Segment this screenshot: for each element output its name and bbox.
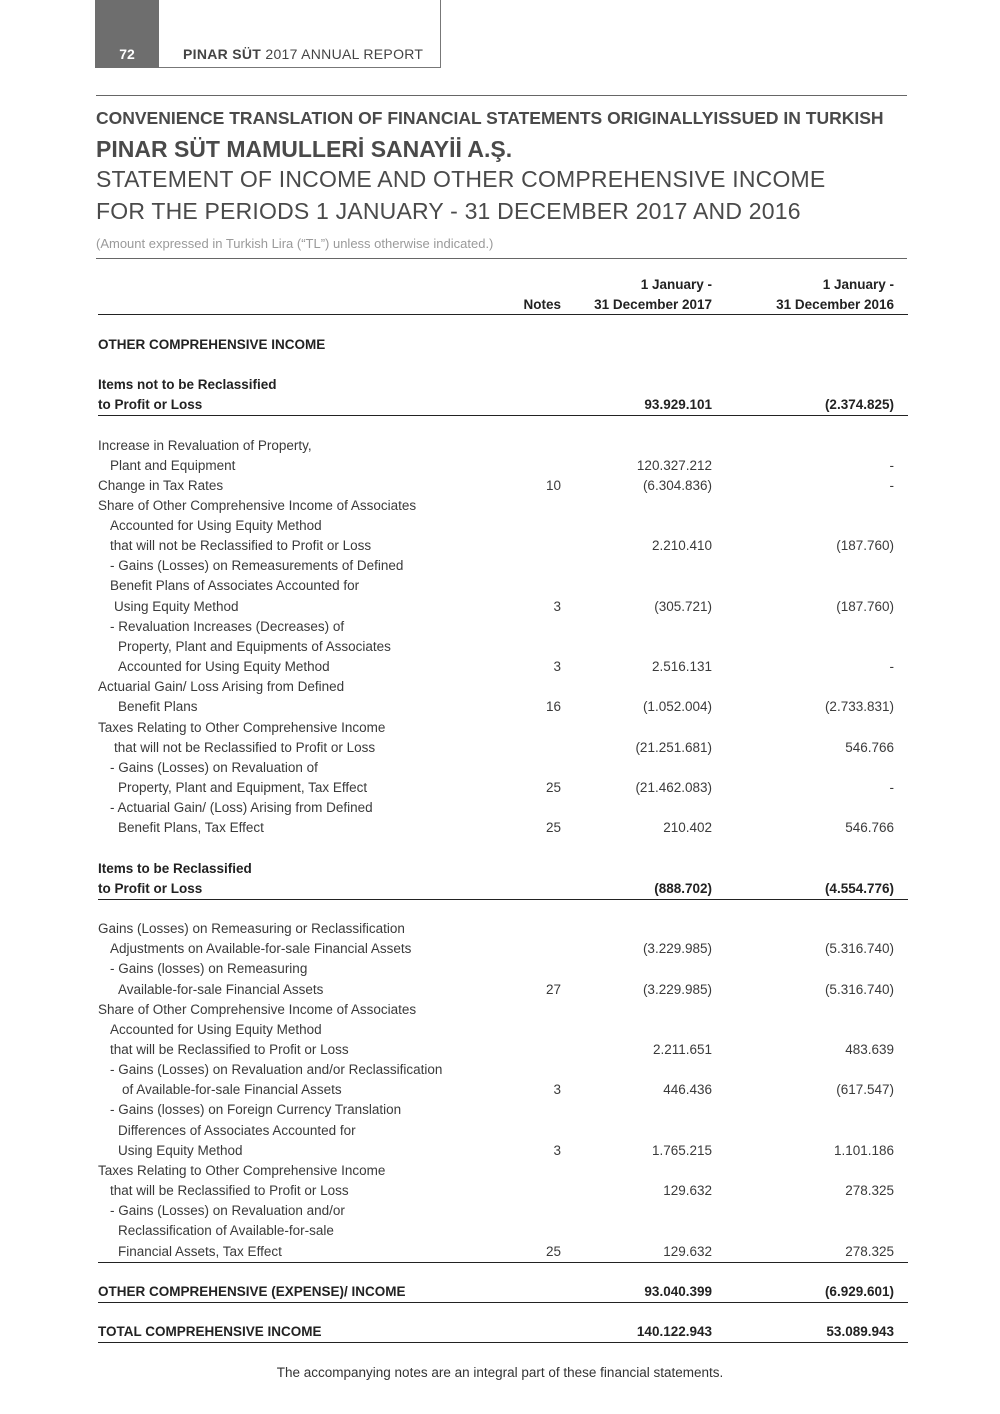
convenience-translation-title: CONVENIENCE TRANSLATION OF FINANCIAL STATEMENTS ORIGINALLYISSUED IN TURKISH: [96, 108, 884, 128]
row-value-2017: 2.210.410: [651, 538, 712, 553]
row-value-2016: 483.639: [845, 1042, 894, 1057]
row-label: Using Equity Method: [118, 1143, 243, 1158]
row-label: TOTAL COMPREHENSIVE INCOME: [98, 1324, 322, 1339]
table-row: [98, 1322, 894, 1342]
row-note: 16: [545, 699, 561, 714]
table-row: [98, 697, 894, 717]
table-row: [98, 1040, 894, 1060]
table-row: [98, 637, 894, 657]
row-value-2016: (6.929.601): [824, 1284, 894, 1299]
row-value-2017: 93.040.399: [644, 1284, 712, 1299]
row-value-2016: (5.316.740): [824, 982, 894, 997]
row-label: OTHER COMPREHENSIVE (EXPENSE)/ INCOME: [98, 1284, 406, 1299]
row-value-2016: (617.547): [836, 1082, 894, 1097]
table-row: [98, 879, 894, 899]
table-row: [98, 738, 894, 758]
table-row: [98, 597, 894, 617]
col-2016-line2: 31 December 2016: [776, 297, 894, 312]
table-row: [98, 375, 894, 395]
table-row: [98, 1121, 894, 1141]
header-rule: [98, 314, 908, 315]
row-label: Increase in Revaluation of Property,: [98, 438, 312, 453]
table-row: [98, 980, 894, 1000]
row-value-2017: 93.929.101: [644, 397, 712, 412]
row-note: 3: [553, 1082, 561, 1097]
row-label: that will be Reclassified to Profit or Loss: [110, 1042, 349, 1057]
row-value-2016: 1.101.186: [833, 1143, 894, 1158]
row-label: Taxes Relating to Other Comprehensive Income: [98, 720, 386, 735]
table-row: [98, 657, 894, 677]
row-value-2016: (4.554.776): [824, 881, 894, 896]
row-label: Financial Assets, Tax Effect: [118, 1244, 282, 1259]
row-label: Using Equity Method: [114, 599, 239, 614]
footer-note: The accompanying notes are an integral part of these financial statements.: [276, 1365, 724, 1380]
row-value-2017: 2.516.131: [651, 659, 712, 674]
row-note: 3: [553, 1143, 561, 1158]
table-row: [98, 335, 894, 355]
row-value-2017: 2.211.651: [652, 1042, 712, 1057]
row-value-2017: 129.632: [663, 1183, 712, 1198]
row-value-2016: -: [889, 458, 894, 473]
row-note: 27: [545, 982, 561, 997]
row-note: 25: [545, 780, 561, 795]
row-value-2016: (5.316.740): [824, 941, 894, 956]
table-row: [98, 576, 894, 596]
row-value-2016: -: [889, 659, 894, 674]
oci-total-rule: [98, 1302, 908, 1303]
section-end-rule: [98, 1262, 908, 1263]
table-row: [98, 919, 894, 939]
amount-note: (Amount expressed in Turkish Lira (“TL”) unless otherwise indicated.): [96, 236, 494, 251]
row-note: 3: [553, 599, 561, 614]
row-value-2017: 1.765.215: [651, 1143, 712, 1158]
row-value-2017: 446.436: [663, 1082, 712, 1097]
row-value-2016: 546.766: [845, 820, 894, 835]
row-label: - Revaluation Increases (Decreases) of: [110, 619, 345, 634]
row-value-2017: 129.632: [663, 1244, 712, 1259]
row-value-2017: (3.229.985): [642, 982, 712, 997]
col-2016-line1: 1 January -: [822, 277, 894, 292]
row-value-2017: (888.702): [654, 881, 712, 896]
row-label: Items to be Reclassified: [98, 861, 252, 876]
row-label: - Gains (losses) on Foreign Currency Translation: [110, 1102, 402, 1117]
row-label: Differences of Associates Accounted for: [118, 1123, 356, 1138]
row-label: - Actuarial Gain/ (Loss) Arising from Defined: [110, 800, 373, 815]
table-row: [98, 1201, 894, 1221]
row-note: 3: [553, 659, 561, 674]
row-value-2016: 546.766: [845, 740, 894, 755]
table-row: [98, 536, 894, 556]
table-row: [98, 476, 894, 496]
row-value-2017: (21.251.681): [635, 740, 712, 755]
table-row: [98, 1282, 894, 1302]
row-label: Accounted for Using Equity Method: [118, 659, 330, 674]
row-label: Property, Plant and Equipments of Associates: [118, 639, 391, 654]
row-value-2017: (1.052.004): [642, 699, 712, 714]
row-label: Items not to be Reclassified: [98, 377, 277, 392]
row-label: Property, Plant and Equipment, Tax Effect: [118, 780, 368, 795]
row-value-2016: 278.325: [845, 1244, 894, 1259]
table-row: [98, 1000, 894, 1020]
subtotal-rule-2: [98, 899, 908, 900]
row-label: - Gains (losses) on Remeasuring: [110, 961, 308, 976]
table-row: [98, 456, 894, 476]
statement-title-line1: STATEMENT OF INCOME AND OTHER COMPREHENSIVE INCOME: [96, 166, 826, 192]
row-note: 25: [545, 820, 561, 835]
col-notes: Notes: [523, 297, 561, 312]
row-label: Taxes Relating to Other Comprehensive Income: [98, 1163, 386, 1178]
table-row: [98, 718, 894, 738]
row-value-2016: -: [889, 478, 894, 493]
table-row: [98, 556, 894, 576]
row-label: - Gains (Losses) on Revaluation and/or: [110, 1203, 345, 1218]
row-label: Share of Other Comprehensive Income of Associates: [98, 1002, 417, 1017]
row-value-2017: 120.327.212: [636, 458, 712, 473]
row-note: 25: [545, 1244, 561, 1259]
table-row: [98, 617, 894, 637]
report-title: [183, 46, 423, 62]
table-row: [98, 1080, 894, 1100]
row-label: Benefit Plans of Associates Accounted for: [110, 578, 360, 593]
total-rule: [98, 1342, 908, 1343]
row-label: Available-for-sale Financial Assets: [118, 982, 324, 997]
table-row: [98, 1141, 894, 1161]
row-label: to Profit or Loss: [98, 397, 203, 412]
row-value-2016: 53.089.943: [826, 1324, 894, 1339]
row-label: Accounted for Using Equity Method: [110, 518, 322, 533]
col-2017-line2: 31 December 2017: [594, 297, 712, 312]
table-row: [98, 1060, 894, 1080]
row-label: Change in Tax Rates: [98, 478, 224, 493]
row-label: Actuarial Gain/ Loss Arising from Defined: [98, 679, 345, 694]
table-row: [98, 1100, 894, 1120]
title-bottom-rule: [96, 258, 907, 259]
table-row: [98, 1181, 894, 1201]
row-value-2017: (21.462.083): [635, 780, 712, 795]
table-row: [98, 939, 894, 959]
row-label: Accounted for Using Equity Method: [110, 1022, 322, 1037]
row-label: Benefit Plans: [118, 699, 198, 714]
row-value-2017: (6.304.836): [642, 478, 712, 493]
row-value-2016: (2.733.831): [824, 699, 894, 714]
table-row: [98, 436, 894, 456]
row-value-2017: 210.402: [663, 820, 712, 835]
row-label: Reclassification of Available-for-sale: [118, 1223, 334, 1238]
table-row: [98, 1242, 894, 1262]
title-top-rule: [96, 95, 907, 96]
page-header: [95, 0, 441, 68]
row-label: - Gains (Losses) on Revaluation and/or Reclassification: [110, 1062, 443, 1077]
row-label: that will be Reclassified to Profit or Loss: [110, 1183, 349, 1198]
table-row: [98, 758, 894, 778]
row-value-2017: (3.229.985): [642, 941, 712, 956]
table-row: [98, 1020, 894, 1040]
row-note: 10: [545, 478, 561, 493]
row-value-2016: -: [889, 780, 894, 795]
col-2017-line1: 1 January -: [640, 277, 712, 292]
row-label: of Available-for-sale Financial Assets: [122, 1082, 342, 1097]
table-row: [98, 1221, 894, 1241]
table-row: [98, 798, 894, 818]
row-label: that will not be Reclassified to Profit or Loss: [114, 740, 376, 755]
row-value-2016: (2.374.825): [824, 397, 894, 412]
table-row: [98, 395, 894, 415]
row-label: - Gains (Losses) on Remeasurements of Defined: [110, 558, 404, 573]
row-label: Benefit Plans, Tax Effect: [118, 820, 264, 835]
report-name: 2017 ANNUAL REPORT: [265, 46, 424, 62]
table-row: [98, 818, 894, 838]
row-value-2016: 278.325: [845, 1183, 894, 1198]
row-value-2016: (187.760): [836, 538, 894, 553]
report-company: PINAR SÜT: [183, 46, 262, 62]
table-row: [98, 959, 894, 979]
row-value-2017: 140.122.943: [636, 1324, 712, 1339]
table-row: [98, 859, 894, 879]
row-label: Share of Other Comprehensive Income of Associates: [98, 498, 417, 513]
table-row: [98, 677, 894, 697]
statement-title-line2: FOR THE PERIODS 1 JANUARY - 31 DECEMBER 2017 AND 2016: [96, 198, 801, 224]
row-label: Adjustments on Available-for-sale Financial Assets: [110, 941, 412, 956]
row-value-2017: (305.721): [654, 599, 712, 614]
row-value-2016: (187.760): [836, 599, 894, 614]
subtotal-rule-1: [98, 415, 908, 416]
row-label: that will not be Reclassified to Profit or Loss: [110, 538, 372, 553]
company-name: PINAR SÜT MAMULLERİ SANAYİİ A.Ş.: [96, 136, 513, 162]
table-row: [98, 496, 894, 516]
row-label: to Profit or Loss: [98, 881, 203, 896]
row-label: OTHER COMPREHENSIVE INCOME: [98, 337, 326, 352]
row-label: Gains (Losses) on Remeasuring or Reclassification: [98, 921, 405, 936]
table-row: [98, 516, 894, 536]
table-row: [98, 1161, 894, 1181]
row-label: Plant and Equipment: [110, 458, 236, 473]
page-number: 72: [95, 0, 159, 68]
row-label: - Gains (Losses) on Revaluation of: [110, 760, 318, 775]
table-row: [98, 778, 894, 798]
